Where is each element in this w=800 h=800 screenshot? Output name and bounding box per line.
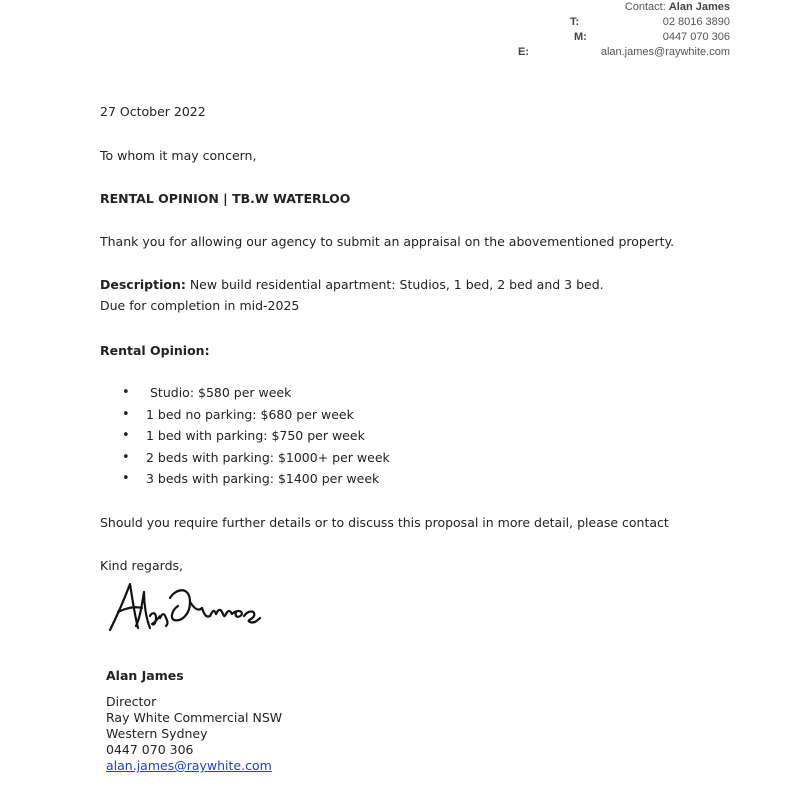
list-item: • Studio: $580 per week	[100, 382, 390, 404]
letter-date: 27 October 2022	[100, 104, 206, 119]
contact-phone-row	[470, 15, 730, 30]
description-text: New build residential apartment: Studios, 1 bed, 2 bed and 3 bed. Due for completion in mid-2025	[100, 277, 604, 313]
contact-mobile-row	[470, 30, 730, 45]
contact-mobile: 0447 070 306	[662, 31, 730, 43]
signatory-email-link[interactable]: alan.james@raywhite.com	[106, 758, 272, 773]
signatory-phone: 0447 070 306	[106, 742, 194, 757]
contact-mobile-label: M:	[574, 31, 587, 43]
salutation: To whom it may concern,	[100, 148, 257, 163]
description-paragraph	[100, 274, 610, 316]
signatory-title: Director	[106, 694, 157, 709]
closing-line: Should you require further details or to discuss this proposal in more detail, please contact	[100, 515, 669, 530]
contact-block	[470, 0, 730, 60]
contact-phone-label: T:	[570, 16, 580, 28]
description-label: Description:	[100, 277, 186, 292]
contact-email-row	[470, 45, 730, 60]
contact-phone: 02 8016 3890	[662, 16, 730, 28]
signatory-company: Ray White Commercial NSW	[106, 710, 283, 725]
signatory-name: Alan James	[106, 668, 184, 683]
sign-off: Kind regards,	[100, 558, 183, 573]
list-item: • 1 bed no parking: $680 per week	[100, 404, 390, 426]
subject-heading: RENTAL OPINION | TB.W WATERLOO	[100, 191, 351, 206]
list-item: • 3 beds with parking: $1400 per week	[100, 468, 390, 490]
signatory-region: Western Sydney	[106, 726, 208, 741]
signature-block	[106, 668, 282, 774]
contact-label: Contact:	[624, 1, 666, 13]
rental-opinion-heading: Rental Opinion:	[100, 343, 210, 358]
intro-paragraph: Thank you for allowing our agency to submit an appraisal on the abovementioned property.	[100, 234, 675, 249]
contact-email[interactable]: alan.james@raywhite.com	[600, 46, 730, 58]
rental-opinion-list	[100, 382, 390, 490]
list-item: • 2 beds with parking: $1000+ per week	[100, 447, 390, 469]
handwritten-signature	[106, 578, 266, 638]
contact-name-row	[470, 0, 730, 15]
list-item: • 1 bed with parking: $750 per week	[100, 425, 390, 447]
contact-name: Alan James	[668, 1, 730, 13]
contact-email-label: E:	[518, 46, 529, 58]
